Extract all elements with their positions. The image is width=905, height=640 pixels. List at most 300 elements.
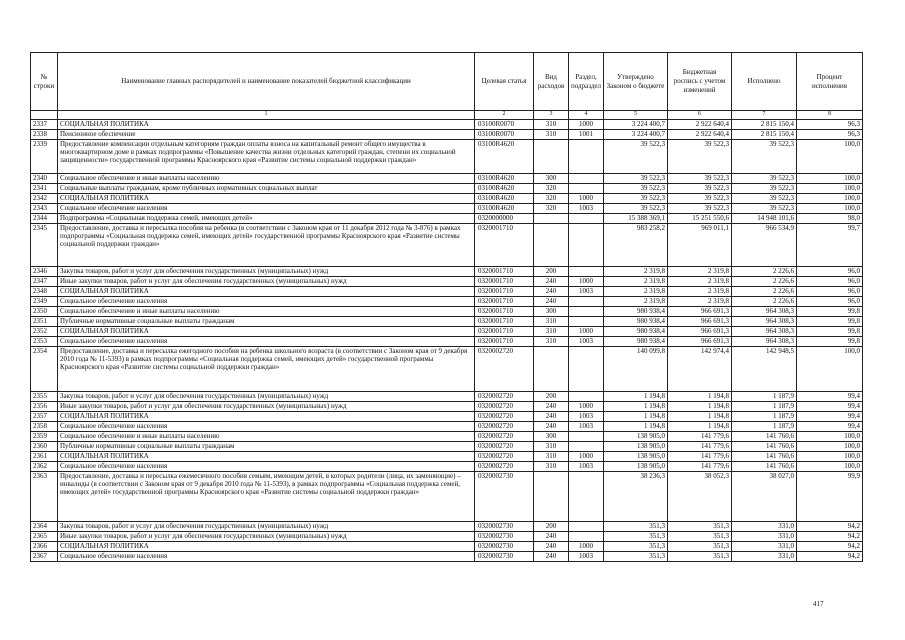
section-code: [569, 174, 604, 184]
target-article: 0320001710: [475, 327, 534, 337]
expense-type: 200: [534, 267, 569, 277]
row-name: Предоставление, доставка и пересылка ежемесячного пособия семьям, имеющим детей, в которых родители (лица, их заменяющие) – инвалиды (в соответствии с Законом края от 9 декабря 2010 года № 11-5393), в рамках подпрограммы «Социальная поддержка семей, имеющих детей» государственной программы Красноярского края «Развитие системы социальной поддержки граждан»: [58, 472, 475, 522]
executed-amount: 38 027,0: [732, 472, 797, 522]
schedule-amount: 142 974,4: [668, 347, 732, 392]
approved-amount: 39 522,3: [604, 204, 668, 214]
execution-percent: 100,0: [797, 194, 863, 204]
execution-percent: 96,3: [797, 130, 863, 140]
row-number: 2358: [31, 422, 58, 432]
section-code: 1003: [569, 204, 604, 214]
section-code: [569, 472, 604, 522]
table-row: [31, 194, 863, 204]
table-row: [31, 442, 863, 452]
schedule-amount: 351,3: [668, 552, 732, 562]
expense-type: 310: [534, 452, 569, 462]
expense-type: 240: [534, 402, 569, 412]
table-row: [31, 392, 863, 402]
table-row: [31, 317, 863, 327]
schedule-amount: 966 691,3: [668, 337, 732, 347]
schedule-amount: 966 691,3: [668, 307, 732, 317]
approved-amount: 38 236,3: [604, 472, 668, 522]
row-name: СОЦИАЛЬНАЯ ПОЛИТИКА: [58, 120, 475, 130]
approved-amount: 351,3: [604, 532, 668, 542]
target-article: 03100R4620: [475, 140, 534, 174]
approved-amount: 2 319,8: [604, 297, 668, 307]
row-number: 2341: [31, 184, 58, 194]
approved-amount: 39 522,3: [604, 174, 668, 184]
execution-percent: 99,8: [797, 337, 863, 347]
expense-type: 240: [534, 297, 569, 307]
section-code: [569, 184, 604, 194]
executed-amount: 2 815 150,4: [732, 120, 797, 130]
header-expense-type: Вид расходов: [534, 53, 569, 111]
executed-amount: 331,0: [732, 552, 797, 562]
target-article: 03100R0070: [475, 120, 534, 130]
expense-type: 240: [534, 422, 569, 432]
execution-percent: 99,9: [797, 472, 863, 522]
table-row: [31, 287, 863, 297]
header-approved: Утверждено Законом о бюджете: [604, 53, 668, 111]
row-number: 2345: [31, 224, 58, 267]
table-row: [31, 204, 863, 214]
executed-amount: 966 534,9: [732, 224, 797, 267]
execution-percent: 100,0: [797, 452, 863, 462]
row-name: Закупка товаров, работ и услуг для обеспечения государственных (муниципальных) нужд: [58, 392, 475, 402]
expense-type: [534, 347, 569, 392]
section-code: [569, 522, 604, 532]
row-name: СОЦИАЛЬНАЯ ПОЛИТИКА: [58, 542, 475, 552]
executed-amount: 141 760,6: [732, 442, 797, 452]
row-name: Иные закупки товаров, работ и услуг для обеспечения государственных (муниципальных) нужд: [58, 532, 475, 542]
target-article: 0320001710: [475, 317, 534, 327]
target-article: 0320002720: [475, 432, 534, 442]
table-row: [31, 120, 863, 130]
schedule-amount: 2 319,8: [668, 267, 732, 277]
execution-percent: 99,4: [797, 392, 863, 402]
target-article: 0320001710: [475, 277, 534, 287]
column-number: 1: [58, 111, 475, 120]
column-number: 6: [668, 111, 732, 120]
page-number: 417: [813, 600, 824, 608]
row-number: 2357: [31, 412, 58, 422]
schedule-amount: 141 779,6: [668, 432, 732, 442]
executed-amount: 141 760,6: [732, 432, 797, 442]
executed-amount: 39 522,3: [732, 140, 797, 174]
approved-amount: 39 522,3: [604, 140, 668, 174]
expense-type: 310: [534, 120, 569, 130]
execution-percent: 96,0: [797, 297, 863, 307]
target-article: 0320002730: [475, 472, 534, 522]
row-name: Социальное обеспечение населения: [58, 337, 475, 347]
executed-amount: 1 187,9: [732, 412, 797, 422]
row-number: 2338: [31, 130, 58, 140]
target-article: 0320002720: [475, 462, 534, 472]
executed-amount: 39 522,3: [732, 174, 797, 184]
target-article: 0320001710: [475, 287, 534, 297]
schedule-amount: 1 194,8: [668, 402, 732, 412]
execution-percent: 100,0: [797, 347, 863, 392]
approved-amount: 980 938,4: [604, 317, 668, 327]
section-code: 1003: [569, 422, 604, 432]
schedule-amount: 39 522,3: [668, 184, 732, 194]
expense-type: 310: [534, 317, 569, 327]
approved-amount: 138 905,0: [604, 462, 668, 472]
row-name: СОЦИАЛЬНАЯ ПОЛИТИКА: [58, 412, 475, 422]
row-number: 2339: [31, 140, 58, 174]
schedule-amount: 966 691,3: [668, 327, 732, 337]
execution-percent: 100,0: [797, 442, 863, 452]
expense-type: 300: [534, 174, 569, 184]
section-code: [569, 317, 604, 327]
table-row: [31, 412, 863, 422]
section-code: [569, 442, 604, 452]
execution-percent: 96,0: [797, 277, 863, 287]
expense-type: 310: [534, 327, 569, 337]
approved-amount: 980 938,4: [604, 307, 668, 317]
row-number: 2354: [31, 347, 58, 392]
approved-amount: 3 224 400,7: [604, 120, 668, 130]
row-number: 2365: [31, 532, 58, 542]
executed-amount: 2 226,6: [732, 277, 797, 287]
target-article: 0320001710: [475, 297, 534, 307]
row-name: Социальное обеспечение населения: [58, 204, 475, 214]
section-code: 1000: [569, 120, 604, 130]
row-number: 2360: [31, 442, 58, 452]
execution-percent: 96,3: [797, 120, 863, 130]
schedule-amount: 969 011,1: [668, 224, 732, 267]
expense-type: [534, 472, 569, 522]
expense-type: [534, 224, 569, 267]
target-article: 0320002720: [475, 402, 534, 412]
approved-amount: 351,3: [604, 522, 668, 532]
schedule-amount: 2 922 640,4: [668, 120, 732, 130]
expense-type: 320: [534, 204, 569, 214]
schedule-amount: 39 522,3: [668, 194, 732, 204]
row-name: Закупка товаров, работ и услуг для обеспечения государственных (муниципальных) нужд: [58, 267, 475, 277]
row-number: 2367: [31, 552, 58, 562]
approved-amount: 138 905,0: [604, 432, 668, 442]
approved-amount: 1 194,8: [604, 402, 668, 412]
target-article: 03100R4620: [475, 194, 534, 204]
approved-amount: 983 258,2: [604, 224, 668, 267]
section-code: 1000: [569, 194, 604, 204]
budget-table-sheet: [30, 52, 862, 562]
row-number: 2361: [31, 452, 58, 462]
section-code: [569, 140, 604, 174]
expense-type: 200: [534, 522, 569, 532]
target-article: 0320002720: [475, 347, 534, 392]
header-percent: Процент исполнения: [797, 53, 863, 111]
execution-percent: 100,0: [797, 204, 863, 214]
approved-amount: 2 319,8: [604, 287, 668, 297]
section-code: 1000: [569, 542, 604, 552]
table-row: [31, 432, 863, 442]
header-executed: Исполнено: [732, 53, 797, 111]
table-row: [31, 214, 863, 224]
execution-percent: 99,8: [797, 317, 863, 327]
row-number: 2362: [31, 462, 58, 472]
schedule-amount: 38 052,3: [668, 472, 732, 522]
approved-amount: 980 938,4: [604, 327, 668, 337]
target-article: 0320002730: [475, 532, 534, 542]
schedule-amount: 39 522,3: [668, 140, 732, 174]
row-number: 2337: [31, 120, 58, 130]
row-name: Социальное обеспечение населения: [58, 297, 475, 307]
target-article: 0320002720: [475, 392, 534, 402]
section-code: [569, 307, 604, 317]
section-code: [569, 214, 604, 224]
section-code: [569, 297, 604, 307]
table-row: [31, 402, 863, 412]
approved-amount: 2 319,8: [604, 277, 668, 287]
column-number: 3: [534, 111, 569, 120]
expense-type: 240: [534, 287, 569, 297]
executed-amount: 39 522,3: [732, 194, 797, 204]
execution-percent: 100,0: [797, 184, 863, 194]
execution-percent: 99,4: [797, 402, 863, 412]
table-row: [31, 472, 863, 522]
row-number: 2364: [31, 522, 58, 532]
table-row: [31, 532, 863, 542]
row-name: Предоставление, доставка и пересылка ежегодного пособия на ребенка школьного возраста (в соответствии с Законом края от 9 декабря 2010 года № 11-5393) в рамках подпрограммы «Социальная поддержка семей, имеющих детей» государственной программы Красноярского края «Развитие системы социальной поддержки граждан»: [58, 347, 475, 392]
row-name: Предоставление компенсации отдельным категориям граждан оплаты взноса на капитальный ремонт общего имущества в многоквартирном доме в рамках подпрограммы «Повышение качества жизни отдельных категорий граждан, степени их социальной защищенности» государственной программы Красноярского края «Развитие системы социальной поддержки граждан»: [58, 140, 475, 174]
section-code: [569, 347, 604, 392]
schedule-amount: 1 194,8: [668, 412, 732, 422]
schedule-amount: 141 779,6: [668, 442, 732, 452]
executed-amount: 331,0: [732, 532, 797, 542]
section-code: 1000: [569, 402, 604, 412]
approved-amount: 1 194,8: [604, 422, 668, 432]
execution-percent: 99,4: [797, 412, 863, 422]
expense-type: 200: [534, 392, 569, 402]
expense-type: 240: [534, 532, 569, 542]
row-number: 2344: [31, 214, 58, 224]
schedule-amount: 141 779,6: [668, 462, 732, 472]
approved-amount: 39 522,3: [604, 194, 668, 204]
schedule-amount: 2 319,8: [668, 287, 732, 297]
execution-percent: 99,8: [797, 307, 863, 317]
table-body: [31, 120, 863, 562]
row-number: 2366: [31, 542, 58, 552]
target-article: 0320001710: [475, 337, 534, 347]
column-number: 8: [797, 111, 863, 120]
executed-amount: 14 948 101,6: [732, 214, 797, 224]
row-name: Социальное обеспечение и иные выплаты населению: [58, 432, 475, 442]
row-name: Публичные нормативные социальные выплаты гражданам: [58, 442, 475, 452]
section-code: [569, 392, 604, 402]
schedule-amount: 2 319,8: [668, 277, 732, 287]
table-row: [31, 552, 863, 562]
execution-percent: 99,7: [797, 224, 863, 267]
execution-percent: 96,0: [797, 287, 863, 297]
execution-percent: 100,0: [797, 432, 863, 442]
execution-percent: 94,2: [797, 522, 863, 532]
section-code: 1003: [569, 552, 604, 562]
row-name: Социальное обеспечение и иные выплаты населению: [58, 174, 475, 184]
executed-amount: 141 760,6: [732, 462, 797, 472]
execution-percent: 100,0: [797, 462, 863, 472]
execution-percent: 99,8: [797, 327, 863, 337]
approved-amount: 39 522,3: [604, 184, 668, 194]
executed-amount: 2 226,6: [732, 267, 797, 277]
section-code: 1003: [569, 287, 604, 297]
section-code: [569, 532, 604, 542]
execution-percent: 94,2: [797, 552, 863, 562]
expense-type: 310: [534, 462, 569, 472]
row-number: 2356: [31, 402, 58, 412]
target-article: 0320001710: [475, 307, 534, 317]
section-code: 1003: [569, 337, 604, 347]
table-row: [31, 184, 863, 194]
section-code: 1000: [569, 277, 604, 287]
row-name: СОЦИАЛЬНАЯ ПОЛИТИКА: [58, 452, 475, 462]
column-number: 5: [604, 111, 668, 120]
execution-percent: 94,2: [797, 532, 863, 542]
column-number: 7: [732, 111, 797, 120]
row-number: 2352: [31, 327, 58, 337]
executed-amount: 39 522,3: [732, 204, 797, 214]
executed-amount: 331,0: [732, 542, 797, 552]
executed-amount: 2 226,6: [732, 297, 797, 307]
column-number: 2: [475, 111, 534, 120]
table-row: [31, 327, 863, 337]
row-number: 2347: [31, 277, 58, 287]
target-article: 0320002730: [475, 522, 534, 532]
table-row: [31, 277, 863, 287]
executed-amount: 141 760,6: [732, 452, 797, 462]
target-article: 0320002730: [475, 552, 534, 562]
row-name: СОЦИАЛЬНАЯ ПОЛИТИКА: [58, 327, 475, 337]
row-name: Публичные нормативные социальные выплаты гражданам: [58, 317, 475, 327]
target-article: 0320000000: [475, 214, 534, 224]
expense-type: 300: [534, 432, 569, 442]
execution-percent: 99,4: [797, 422, 863, 432]
row-name: Иные закупки товаров, работ и услуг для обеспечения государственных (муниципальных) нужд: [58, 402, 475, 412]
table-row: [31, 297, 863, 307]
schedule-amount: 351,3: [668, 532, 732, 542]
schedule-amount: 1 194,8: [668, 422, 732, 432]
table-row: [31, 347, 863, 392]
table-row: [31, 542, 863, 552]
executed-amount: 964 308,3: [732, 327, 797, 337]
row-number: 2363: [31, 472, 58, 522]
executed-amount: 1 187,9: [732, 422, 797, 432]
row-number: 2340: [31, 174, 58, 184]
approved-amount: 1 194,8: [604, 392, 668, 402]
row-number: 2353: [31, 337, 58, 347]
header-name: Наименование главных распорядителей и наименование показателей бюджетной классификации: [58, 53, 475, 111]
section-code: [569, 432, 604, 442]
expense-type: 320: [534, 194, 569, 204]
target-article: 0320002720: [475, 422, 534, 432]
table-row: [31, 422, 863, 432]
expense-type: 320: [534, 184, 569, 194]
executed-amount: 142 948,5: [732, 347, 797, 392]
approved-amount: 351,3: [604, 542, 668, 552]
row-number: 2359: [31, 432, 58, 442]
row-name: Закупка товаров, работ и услуг для обеспечения государственных (муниципальных) нужд: [58, 522, 475, 532]
executed-amount: 39 522,3: [732, 184, 797, 194]
target-article: 03100R4620: [475, 174, 534, 184]
approved-amount: 15 388 369,1: [604, 214, 668, 224]
row-number: 2355: [31, 392, 58, 402]
execution-percent: 100,0: [797, 174, 863, 184]
row-number: 2348: [31, 287, 58, 297]
target-article: 0320001710: [475, 267, 534, 277]
schedule-amount: 15 251 550,6: [668, 214, 732, 224]
schedule-amount: 351,3: [668, 542, 732, 552]
execution-percent: 96,0: [797, 267, 863, 277]
expense-type: 240: [534, 277, 569, 287]
schedule-amount: 1 194,8: [668, 392, 732, 402]
approved-amount: 980 938,4: [604, 337, 668, 347]
executed-amount: 964 308,3: [732, 337, 797, 347]
executed-amount: 331,0: [732, 522, 797, 532]
row-name: СОЦИАЛЬНАЯ ПОЛИТИКА: [58, 287, 475, 297]
target-article: 03100R4620: [475, 204, 534, 214]
section-code: [569, 224, 604, 267]
expense-type: 310: [534, 337, 569, 347]
budget-execution-table: [30, 52, 863, 562]
expense-type: [534, 214, 569, 224]
column-number-row: [31, 111, 863, 120]
expense-type: 300: [534, 307, 569, 317]
section-code: 1000: [569, 452, 604, 462]
table-row: [31, 267, 863, 277]
schedule-amount: 2 319,8: [668, 297, 732, 307]
row-name: Социальные выплаты гражданам, кроме публичных нормативных социальных выплат: [58, 184, 475, 194]
target-article: 0320002730: [475, 542, 534, 552]
executed-amount: 1 187,9: [732, 402, 797, 412]
expense-type: 310: [534, 130, 569, 140]
table-row: [31, 462, 863, 472]
execution-percent: 98,0: [797, 214, 863, 224]
column-number: [31, 111, 58, 120]
header-section: Раздел, подраздел: [569, 53, 604, 111]
row-name: Социальное обеспечение и иные выплаты населению: [58, 307, 475, 317]
row-name: Социальное обеспечение населения: [58, 462, 475, 472]
table-row: [31, 337, 863, 347]
approved-amount: 2 319,8: [604, 267, 668, 277]
header-row: [31, 53, 863, 111]
row-name: Иные закупки товаров, работ и услуг для обеспечения государственных (муниципальных) нужд: [58, 277, 475, 287]
expense-type: 240: [534, 412, 569, 422]
row-name: Пенсионное обеспечение: [58, 130, 475, 140]
schedule-amount: 351,3: [668, 522, 732, 532]
header-row-number: № строки: [31, 53, 58, 111]
approved-amount: 3 224 400,7: [604, 130, 668, 140]
execution-percent: 94,2: [797, 542, 863, 552]
table-row: [31, 452, 863, 462]
row-name: СОЦИАЛЬНАЯ ПОЛИТИКА: [58, 194, 475, 204]
table-row: [31, 130, 863, 140]
section-code: 1003: [569, 412, 604, 422]
schedule-amount: 39 522,3: [668, 204, 732, 214]
approved-amount: 140 099,8: [604, 347, 668, 392]
expense-type: [534, 140, 569, 174]
row-number: 2351: [31, 317, 58, 327]
executed-amount: 2 815 150,4: [732, 130, 797, 140]
executed-amount: 964 308,3: [732, 307, 797, 317]
row-name: Социальное обеспечение населения: [58, 422, 475, 432]
approved-amount: 1 194,8: [604, 412, 668, 422]
schedule-amount: 2 922 640,4: [668, 130, 732, 140]
row-number: 2346: [31, 267, 58, 277]
target-article: 0320002720: [475, 442, 534, 452]
target-article: 03100R4620: [475, 184, 534, 194]
target-article: 0320002720: [475, 412, 534, 422]
section-code: 1000: [569, 327, 604, 337]
